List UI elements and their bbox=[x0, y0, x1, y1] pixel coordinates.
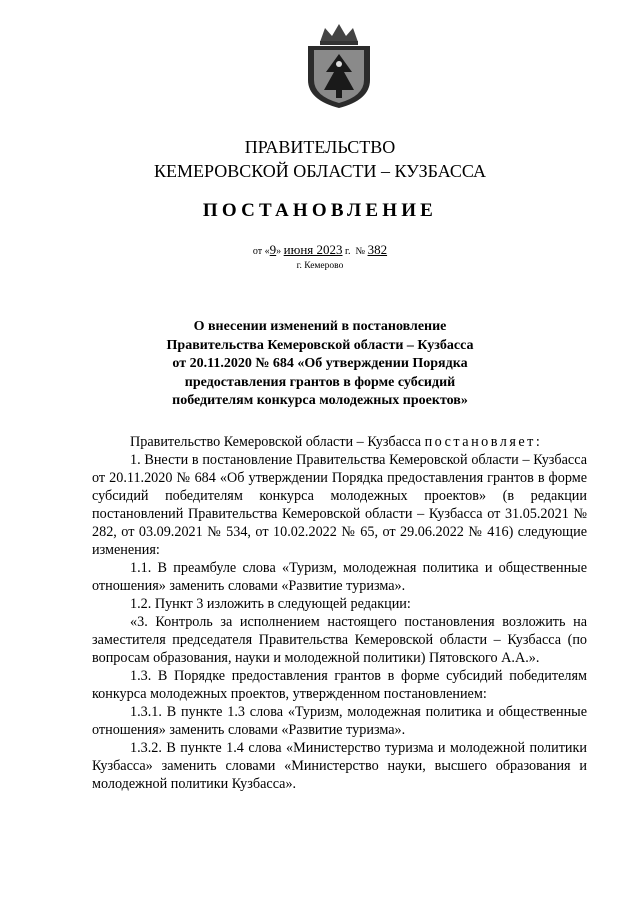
paragraph-1-3: 1.3. В Порядке предоставления грантов в форме субсидий победителям конкурса молодежных проектов, утвержденном постановлением: bbox=[92, 668, 587, 702]
date-prefix: от « bbox=[252, 246, 270, 257]
paragraph-1-3-2: 1.3.2. В пункте 1.4 слова «Министерство туризма и молодежной политики Кузбасса» заменить словами «Министерство науки, высшего образования и молодежной политики Кузбасса». bbox=[92, 740, 587, 792]
document-number: 382 bbox=[367, 242, 388, 257]
subject-line: О внесении изменений в постановление bbox=[193, 319, 447, 334]
paragraph-3-quote: «3. Контроль за исполнением настоящего постановления возложить на заместителя председателя Правительства Кемеровской области – Кузбасса (по вопросам образования, науки и молодежной политики) Пятовского А.А.». bbox=[92, 614, 587, 666]
subject-line: победителям конкурса молодежных проектов» bbox=[172, 393, 468, 408]
date-mid: » bbox=[276, 246, 282, 257]
kuzbass-coat-of-arms-icon bbox=[300, 20, 378, 110]
subject-line: Правительства Кемеровской области – Кузбасса bbox=[166, 337, 474, 353]
document-body bbox=[92, 433, 587, 793]
paragraph-1-1: 1.1. В преамбуле слова «Туризм, молодежная политика и общественные отношения» заменить словами «Развитие туризма». bbox=[92, 560, 587, 594]
resolves-word: постановляет: bbox=[424, 434, 543, 450]
resolution-intro bbox=[92, 433, 587, 451]
number-sign: № bbox=[355, 246, 366, 257]
paragraph-1-3-1: 1.3.1. В пункте 1.3 слова «Туризм, молодежная политика и общественные отношения» заменить словами «Развитие туризма». bbox=[92, 704, 587, 738]
gov-line-2: КЕМЕРОВСКОЙ ОБЛАСТИ – КУЗБАССА bbox=[154, 161, 486, 181]
paragraph-1-2: 1.2. Пункт 3 изложить в следующей редакции: bbox=[130, 596, 411, 612]
document-type: ПОСТАНОВЛЕНИЕ bbox=[202, 200, 438, 221]
date-day: 9 bbox=[269, 242, 277, 257]
date-year-suffix: г. bbox=[345, 246, 351, 257]
subject-line: предоставления грантов в форме субсидий bbox=[184, 374, 456, 390]
government-name bbox=[0, 135, 640, 183]
document-subject bbox=[80, 318, 560, 411]
gov-line-1: ПРАВИТЕЛЬСТВО bbox=[244, 137, 396, 157]
city: г. Кемерово bbox=[296, 261, 344, 271]
paragraph-1: 1. Внести в постановление Правительства Кемеровской области – Кузбасса от 20.11.2020 № 684 «Об утверждении Порядка предоставления грантов в форме субсидий победителям конкурса молодежных проектов» (в редакции постановлений Правительства Кемеровской области – Кузбасса от 31.05.2021 № 282, от 03.09.2021 № 534, от 10.02.2022 № 65, от 29.06.2022 № 416) следующие изменения: bbox=[92, 452, 587, 558]
date-month-year: июня 2023 bbox=[283, 242, 343, 257]
date-line bbox=[0, 243, 640, 259]
subject-line: от 20.11.2020 № 684 «Об утверждении Порядка bbox=[172, 356, 468, 371]
intro-text: Правительство Кемеровской области – Кузбасса bbox=[130, 434, 422, 450]
